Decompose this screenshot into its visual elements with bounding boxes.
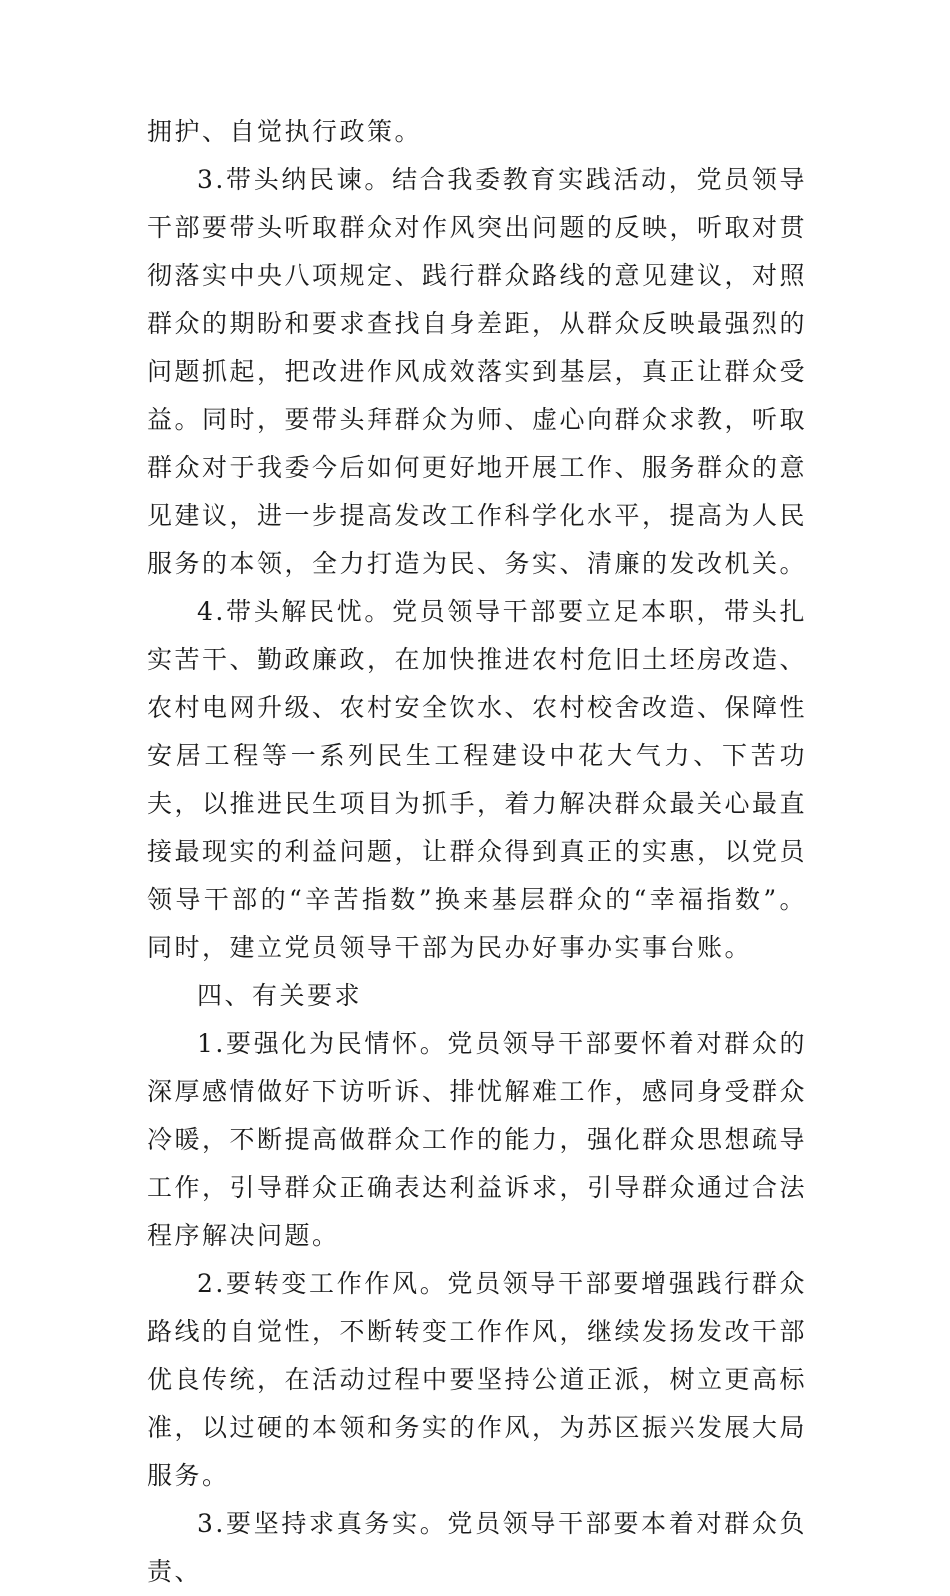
paragraph-requirement-3: 3.要坚持求真务实。党员领导干部要本着对群众负责、 [147, 1509, 807, 1586]
document-body [147, 108, 807, 1596]
paragraph-requirement-2: 2.要转变工作作风。党员领导干部要增强践行群众路线的自觉性，不断转变工作作风，继续发扬发改干部优良传统，在活动过程中要坚持公道正派，树立更高标准，以过硬的本领和务实的作风，为苏区振兴发展大局服务。 [147, 1269, 808, 1490]
section-heading-requirements: 四、有关要求 [197, 981, 363, 1010]
paragraph-continuation: 拥护、自觉执行政策。 [147, 117, 423, 146]
paragraph-item-3-nan-jian: 3.带头纳民谏。结合我委教育实践活动，党员领导干部要带头听取群众对作风突出问题的反映，听取对贯彻落实中央八项规定、践行群众路线的意见建议，对照群众的期盼和要求查找自身差距，从群众反映最强烈的问题抓起，把改进作风成效落实到基层，真正让群众受益。同时，要带头拜群众为师、虚心向群众求教，听取群众对于我委今后如何更好地开展工作、服务群众的意见建议，进一步提高发改工作科学化水平，提高为人民服务的本领，全力打造为民、务实、清廉的发改机关。 [147, 165, 808, 578]
paragraph-item-4-jie-min-you: 4.带头解民忧。党员领导干部要立足本职，带头扎实苦干、勤政廉政，在加快推进农村危旧土坯房改造、农村电网升级、农村安全饮水、农村校舍改造、保障性安居工程等一系列民生工程建设中花大气力、下苦功夫，以推进民生项目为抓手，着力解决群众最关心最直接最现实的利益问题，让群众得到真正的实惠，以党员领导干部的“辛苦指数”换来基层群众的“幸福指数”。同时，建立党员领导干部为民办好事办实事台账。 [147, 597, 808, 962]
paragraph-requirement-1: 1.要强化为民情怀。党员领导干部要怀着对群众的深厚感情做好下访听诉、排忧解难工作，感同身受群众冷暖，不断提高做群众工作的能力，强化群众思想疏导工作，引导群众正确表达利益诉求，引导群众通过合法程序解决问题。 [147, 1029, 808, 1250]
